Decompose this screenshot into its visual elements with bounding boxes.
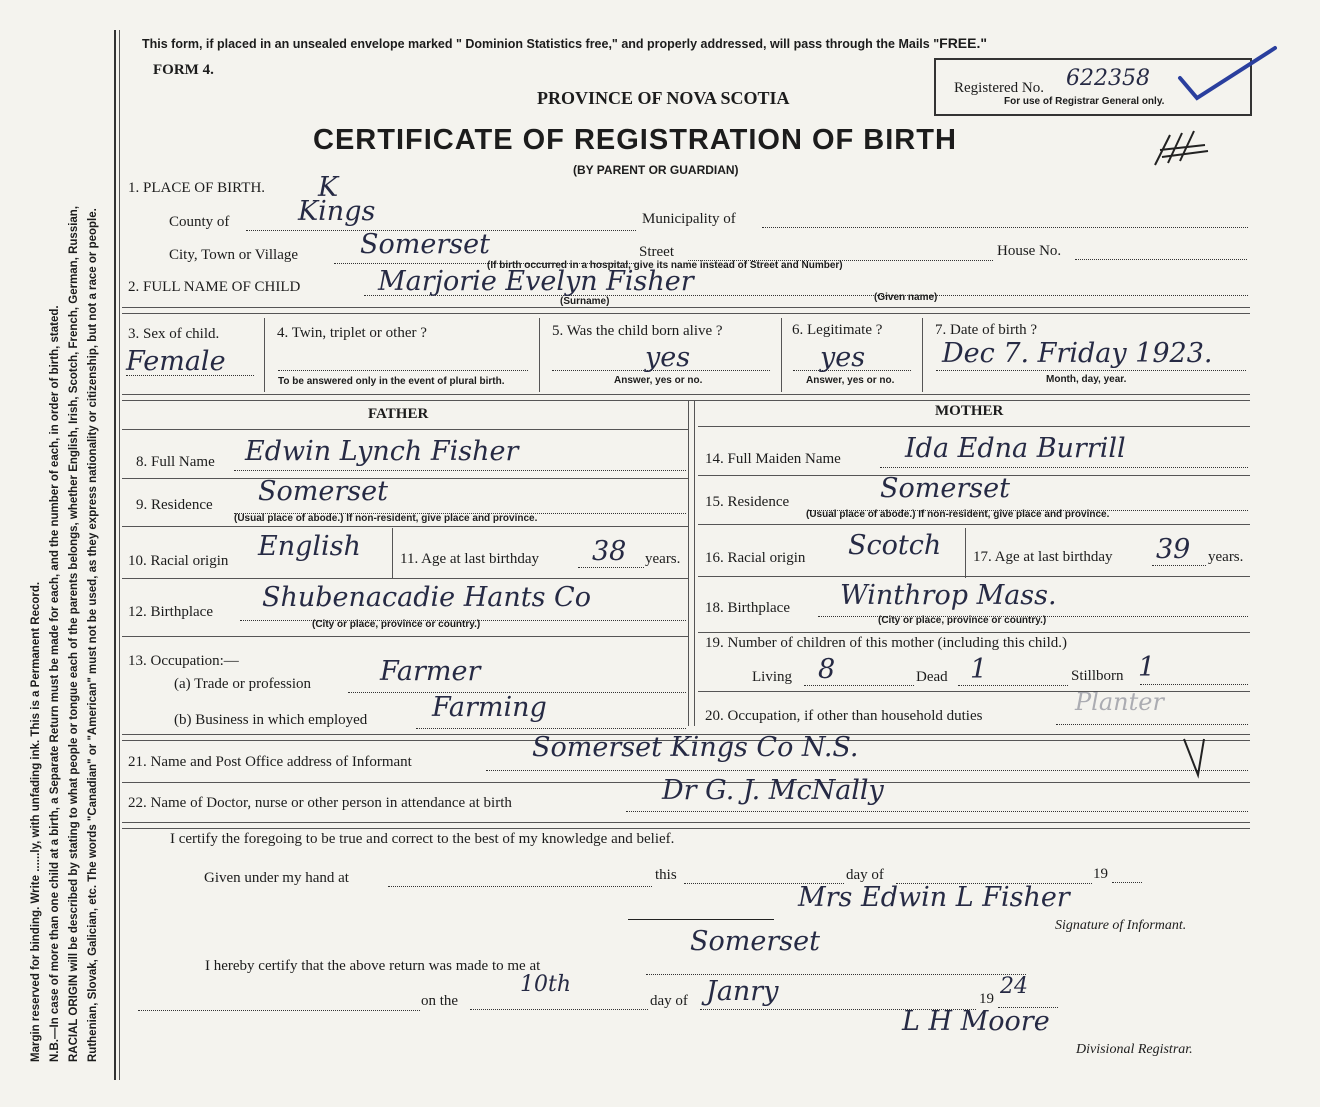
living-value: 8 <box>818 654 836 685</box>
mother-race-label: 16. Racial origin <box>705 550 806 566</box>
place-of-birth-label: 1. PLACE OF BIRTH. <box>128 180 266 196</box>
city-label: City, Town or Village <box>169 247 299 263</box>
father-name-label: 8. Full Name <box>136 454 215 470</box>
mother-race-value: Scotch <box>848 530 942 561</box>
mail-notice: This form, if placed in an unsealed envelope marked " Dominion Statistics free," and properly addressed, will pass through the Mails "FREE." <box>142 35 988 51</box>
mother-years-label: years. <box>1208 549 1244 565</box>
dead-label: Dead <box>916 669 948 685</box>
father-age-value: 38 <box>592 536 627 567</box>
alive-label: 5. Was the child born alive ? <box>552 323 723 339</box>
dob-value: Dec 7. Friday 1923. <box>942 338 1213 369</box>
margin-line-4: Ruthenian, Slovak, Galician, etc. The words "Canadian" or "American" must not be used, as they express nationality or citizenship, but not a race or people. <box>87 208 99 1062</box>
father-years-label: years. <box>645 551 681 567</box>
mother-heading: MOTHER <box>935 403 1004 419</box>
dob-note: Month, day, year. <box>1046 374 1127 385</box>
registrar-use-note: For use of Registrar General only. <box>1004 96 1165 107</box>
alive-value: yes <box>645 342 691 373</box>
checkmark-icon <box>1175 40 1285 110</box>
legitimate-answer-note: Answer, yes or no. <box>806 375 895 386</box>
sex-label: 3. Sex of child. <box>128 326 220 342</box>
father-race-label: 10. Racial origin <box>128 553 229 569</box>
father-age-label: 11. Age at last birthday <box>400 551 539 567</box>
place-mark: K <box>318 172 339 203</box>
children-count-label: 19. Number of children of this mother (including this child.) <box>705 635 1068 651</box>
trade-label: (a) Trade or profession <box>174 676 312 692</box>
full-name-label: 2. FULL NAME OF CHILD <box>128 279 301 295</box>
father-race-value: English <box>258 531 361 562</box>
father-residence-note: (Usual place of abode.) If non-resident, give place and province. <box>234 513 538 524</box>
legitimate-label: 6. Legitimate ? <box>792 322 883 338</box>
mother-name-label: 14. Full Maiden Name <box>705 451 841 467</box>
informant-signature: Mrs Edwin L Fisher <box>798 882 1070 913</box>
father-residence-value: Somerset <box>258 476 388 507</box>
registered-value: 622358 <box>1066 66 1150 91</box>
child-name-value: Marjorie Evelyn Fisher <box>378 266 694 297</box>
on-the-label: on the <box>421 993 459 1009</box>
hospital-note: (If birth occurred in a hospital, give its name instead of Street and Number) <box>487 260 843 271</box>
given-under-label: Given under my hand at <box>204 870 349 886</box>
day-of-label: day of <box>846 867 884 883</box>
return-day-value: 10th <box>520 972 572 997</box>
form-number: FORM 4. <box>153 62 214 78</box>
binding-rule-inner <box>119 30 120 1080</box>
certify-statement: I certify the foregoing to be true and correct to the best of my knowledge and belief. <box>170 831 675 847</box>
father-birthplace-label: 12. Birthplace <box>128 604 213 620</box>
father-birthplace-note: (City or place, province or country.) <box>312 619 481 630</box>
mother-residence-label: 15. Residence <box>705 494 790 510</box>
mother-occupation-value: Planter <box>1075 688 1164 716</box>
alive-answer-note: Answer, yes or no. <box>614 375 703 386</box>
margin-line-1: Margin reserved for binding. Write ......ly, with unfading ink. This is a Permanent Record. <box>30 581 42 1062</box>
father-heading: FATHER <box>368 406 429 422</box>
mother-occupation-label: 20. Occupation, if other than household duties <box>705 708 983 724</box>
street-label: Street <box>639 244 674 260</box>
living-label: Living <box>752 669 792 685</box>
mother-age-label: 17. Age at last birthday <box>973 549 1113 565</box>
house-label: House No. <box>997 243 1062 259</box>
father-name-value: Edwin Lynch Fisher <box>245 436 519 467</box>
margin-line-3: RACIAL ORIGIN will be described by stating to what people or tongue each of the parents belongs, whether English, Irish, Scotch, French, German, Russian, <box>68 205 80 1062</box>
city-value: Somerset <box>360 229 490 260</box>
legitimate-value: yes <box>820 342 866 373</box>
margin-line-2: N.B.—In case of more than one child at a birth, a Separate Return must be made for each, and the number of each, in order of birth, stated. <box>49 305 61 1062</box>
county-label: County of <box>169 214 230 230</box>
doctor-label: 22. Name of Doctor, nurse or other person in attendance at birth <box>128 795 512 811</box>
certificate-title: CERTIFICATE OF REGISTRATION OF BIRTH <box>313 124 957 156</box>
year-prefix-label-2: 19 <box>979 991 994 1007</box>
father-residence-label: 9. Residence <box>136 497 213 513</box>
signature-of-informant-label: Signature of Informant. <box>1055 918 1187 933</box>
informant-value: Somerset Kings Co N.S. <box>532 732 859 763</box>
mother-residence-note: (Usual place of abode.) If non-resident, give place and province. <box>806 509 1110 520</box>
doctor-value: Dr G. J. McNally <box>662 775 884 806</box>
margin-instructions <box>27 62 103 1062</box>
tick-mark-icon <box>1180 735 1210 780</box>
county-value: Kings <box>298 196 376 227</box>
stillborn-value: 1 <box>1138 652 1156 683</box>
mother-birthplace-note: (City or place, province or country.) <box>878 615 1047 626</box>
registered-label: Registered No. <box>954 80 1044 96</box>
mother-age-value: 39 <box>1156 534 1191 565</box>
municipality-label: Municipality of <box>642 211 736 227</box>
return-place-value: Somerset <box>690 926 820 957</box>
surname-note: (Surname) <box>560 296 610 307</box>
certify-return-label: I hereby certify that the above return was made to me at <box>205 958 541 974</box>
return-month-value: Janry <box>706 976 779 1007</box>
sex-value: Female <box>126 346 226 377</box>
day-of-label-2: day of <box>650 993 688 1009</box>
business-value: Farming <box>432 692 547 723</box>
twin-note: To be answered only in the event of plural birth. <box>278 376 505 387</box>
mother-birthplace-label: 18. Birthplace <box>705 600 790 616</box>
province-heading: PROVINCE OF NOVA SCOTIA <box>537 88 790 108</box>
mother-name-value: Ida Edna Burrill <box>905 433 1126 464</box>
business-label: (b) Business in which employed <box>174 712 368 728</box>
clerk-scribble-icon <box>1150 125 1220 175</box>
return-year-value: 24 <box>1000 974 1028 999</box>
given-name-note: (Given name) <box>874 292 938 303</box>
dead-value: 1 <box>970 654 988 685</box>
registrar-signature: L H Moore <box>902 1006 1050 1037</box>
twin-label: 4. Twin, triplet or other ? <box>277 325 427 341</box>
father-birthplace-value: Shubenacadie Hants Co <box>262 582 591 613</box>
divisional-registrar-label: Divisional Registrar. <box>1076 1042 1193 1057</box>
occupation-label: 13. Occupation:— <box>128 653 239 669</box>
dob-label: 7. Date of birth ? <box>935 322 1038 338</box>
trade-value: Farmer <box>380 656 481 687</box>
this-label: this <box>655 867 677 883</box>
informant-label: 21. Name and Post Office address of Informant <box>128 754 412 770</box>
mother-birthplace-value: Winthrop Mass. <box>840 580 1057 611</box>
stillborn-label: Stillborn <box>1071 668 1124 684</box>
mother-residence-value: Somerset <box>880 473 1010 504</box>
certificate-subtitle: (BY PARENT OR GUARDIAN) <box>573 163 739 177</box>
binding-rule <box>114 30 116 1080</box>
year-prefix-label: 19 <box>1093 866 1108 882</box>
